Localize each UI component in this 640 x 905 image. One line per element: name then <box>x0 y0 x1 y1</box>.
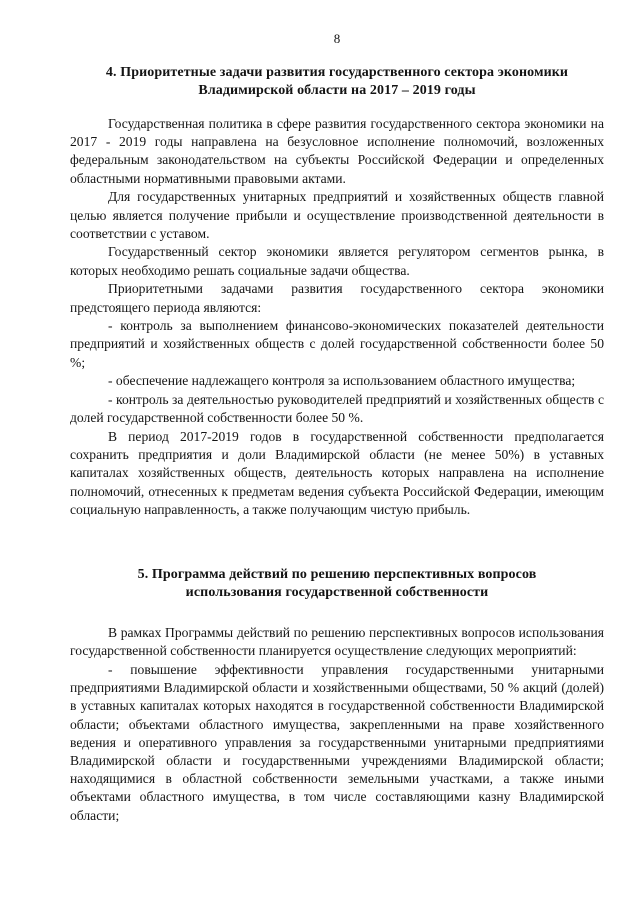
page-number: 8 <box>333 31 341 46</box>
section-5-title-line-1: 5. Программа действий по решению перспективных вопросов <box>137 567 537 582</box>
section-4-title <box>70 64 604 100</box>
section-4-paragraph: В период 2017-2019 годов в государственной собственности предполагается сохранить предприятия и доли Владимирской области (не менее 50%) в уставных капиталах хозяйственных обществ, деятельность которых направлена на исполнение полномочий, отнесенных к предметам ведения субъекта Российской Федерации, имеющим социальную направленность, а также получающим чистую прибыль. <box>70 428 604 517</box>
section-5-body <box>70 624 604 825</box>
section-4-paragraph: Государственный сектор экономики является регулятором сегментов рынка, в которых необходимо решать социальные задачи общества. <box>70 244 604 278</box>
section-5-title <box>70 566 604 602</box>
section-4-body <box>70 115 604 519</box>
section-4-list-item: - контроль за деятельностью руководителей предприятий и хозяйственных обществ с долей государственной собственности более 50 %. <box>70 392 604 426</box>
section-4-paragraph: Для государственных унитарных предприятий и хозяйственных обществ главной целью является получение прибыли и осуществление производственной деятельности в соответствии с уставом. <box>70 189 604 241</box>
section-4-title-line-1: 4. Приоритетные задачи развития государственного сектора экономики <box>105 65 569 80</box>
section-4-list-item: - обеспечение надлежащего контроля за использованием областного имущества; <box>108 373 576 389</box>
section-5-paragraph: В рамках Программы действий по решению перспективных вопросов использования государственной собственности планируется осуществление следующих мероприятий: <box>70 625 604 659</box>
section-4-list-item: - контроль за выполнением финансово-экономических показателей деятельности предприятий и хозяйственных обществ с долей государственной собственности более 50 %; <box>70 318 604 370</box>
section-4-title-line-2: Владимирской области на 2017 – 2019 годы <box>198 83 476 98</box>
section-5-title-line-2: использования государственной собственности <box>185 585 489 600</box>
section-5-list-item: - повышение эффективности управления государственными унитарными предприятиями Владимирской области и хозяйственными обществами, 50 % акций (долей) в уставных капиталах которых находятся в государственной собственности Владимирской области; объектами областного имущества, закрепленными на праве хозяйственного ведения и оперативного управления за государственными унитарными предприятиями Владимирской области и государственными учреждениями Владимирской области; находящимися в областной собственности земельными участками, а также иными объектами областного имущества, в том числе составляющими казну Владимирской области; <box>70 661 604 823</box>
section-4-paragraph: Государственная политика в сфере развития государственного сектора экономики на 2017 - 2019 годы направлена на безусловное исполнение полномочий, возложенных федеральным законодательством на субъекты Российской Федерации и определенных областными нормативными правовыми актами. <box>70 116 604 186</box>
section-4-paragraph: Приоритетными задачами развития государственного сектора экономики предстоящего периода являются: <box>70 281 604 315</box>
